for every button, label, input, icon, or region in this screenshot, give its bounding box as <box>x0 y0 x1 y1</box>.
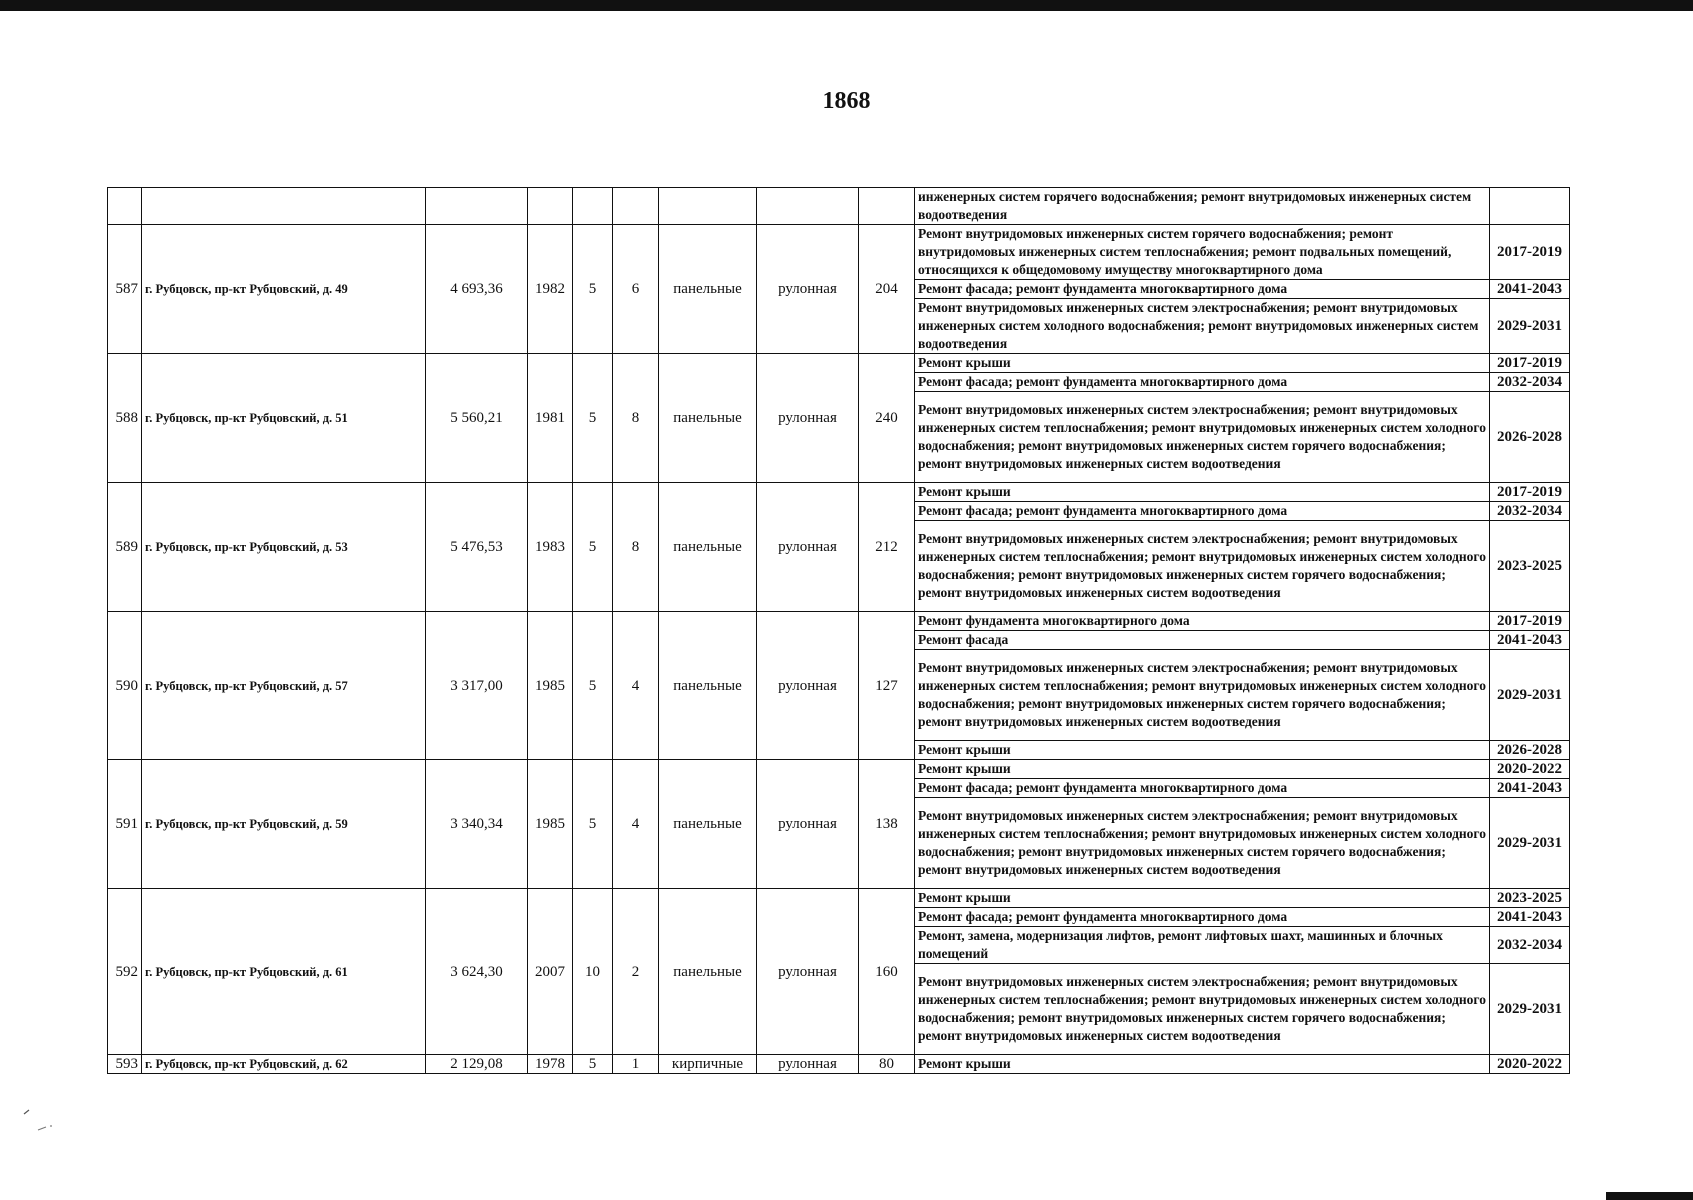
cell-address: г. Рубцовск, пр-кт Рубцовский, д. 61 <box>142 889 426 1055</box>
cell-area: 5 476,53 <box>426 483 528 612</box>
cell-work: Ремонт, замена, модернизация лифтов, ремонт лифтовых шахт, машинных и блочных помещений <box>915 927 1490 964</box>
cell-work: Ремонт фасада; ремонт фундамента многоквартирного дома <box>915 373 1490 392</box>
cell-year: 1985 <box>528 612 573 760</box>
cell-entrances: 6 <box>613 225 659 354</box>
table-row <box>108 612 1570 631</box>
cell-work: инженерных систем горячего водоснабжения; ремонт внутридомовых инженерных систем водоотведения <box>915 188 1490 225</box>
cell-work: Ремонт внутридомовых инженерных систем электроснабжения; ремонт внутридомовых инженерных систем холодного водоснабжения; ремонт внутридомовых инженерных систем водоотведения <box>915 299 1490 354</box>
cell-year <box>528 188 573 225</box>
cell-walls: панельные <box>659 354 757 483</box>
cell-number: 593 <box>108 1055 142 1074</box>
cell-period: 2029-2031 <box>1490 650 1570 741</box>
cell-period: 2041-2043 <box>1490 280 1570 299</box>
cell-work: Ремонт крыши <box>915 354 1490 373</box>
cell-floors <box>573 188 613 225</box>
cell-floors: 5 <box>573 483 613 612</box>
scan-corner-mark <box>1606 1186 1693 1200</box>
cell-year: 1985 <box>528 760 573 889</box>
cell-number: 592 <box>108 889 142 1055</box>
cell-apartments: 138 <box>859 760 915 889</box>
cell-area: 2 129,08 <box>426 1055 528 1074</box>
cell-year: 1983 <box>528 483 573 612</box>
cell-walls: панельные <box>659 760 757 889</box>
cell-walls <box>659 188 757 225</box>
scan-speck-mark <box>20 1108 60 1138</box>
continuation-row <box>108 188 1570 225</box>
cell-work: Ремонт крыши <box>915 483 1490 502</box>
cell-period: 2017-2019 <box>1490 354 1570 373</box>
cell-period: 2032-2034 <box>1490 927 1570 964</box>
page-number: 1868 <box>822 88 871 114</box>
cell-address <box>142 188 426 225</box>
cell-floors: 10 <box>573 889 613 1055</box>
cell-apartments: 160 <box>859 889 915 1055</box>
table-row <box>108 483 1570 502</box>
cell-work: Ремонт внутридомовых инженерных систем электроснабжения; ремонт внутридомовых инженерных систем теплоснабжения; ремонт внутридомовых инженерных систем холодного водоснабжения; ремонт внутридомовых инженерных систем горячего водоснабжения; ремонт внутридомовых инженерных систем водоотведения <box>915 650 1490 741</box>
repair-schedule-table <box>107 187 1570 1074</box>
cell-work: Ремонт крыши <box>915 889 1490 908</box>
cell-walls: панельные <box>659 612 757 760</box>
cell-roof: рулонная <box>757 225 859 354</box>
cell-floors: 5 <box>573 1055 613 1074</box>
cell-period <box>1490 188 1570 225</box>
table-row <box>108 1055 1570 1074</box>
cell-roof: рулонная <box>757 612 859 760</box>
cell-walls: панельные <box>659 225 757 354</box>
cell-address: г. Рубцовск, пр-кт Рубцовский, д. 53 <box>142 483 426 612</box>
cell-floors: 5 <box>573 760 613 889</box>
cell-apartments: 204 <box>859 225 915 354</box>
cell-work: Ремонт фасада; ремонт фундамента многоквартирного дома <box>915 908 1490 927</box>
cell-period: 2029-2031 <box>1490 299 1570 354</box>
cell-area: 3 340,34 <box>426 760 528 889</box>
cell-roof <box>757 188 859 225</box>
cell-entrances <box>613 188 659 225</box>
cell-period: 2029-2031 <box>1490 798 1570 889</box>
cell-address: г. Рубцовск, пр-кт Рубцовский, д. 51 <box>142 354 426 483</box>
cell-number: 589 <box>108 483 142 612</box>
cell-roof: рулонная <box>757 889 859 1055</box>
cell-work: Ремонт фасада; ремонт фундамента многоквартирного дома <box>915 502 1490 521</box>
cell-period: 2026-2028 <box>1490 392 1570 483</box>
cell-address: г. Рубцовск, пр-кт Рубцовский, д. 59 <box>142 760 426 889</box>
cell-roof: рулонная <box>757 760 859 889</box>
cell-year: 2007 <box>528 889 573 1055</box>
cell-address: г. Рубцовск, пр-кт Рубцовский, д. 57 <box>142 612 426 760</box>
cell-period: 2041-2043 <box>1490 779 1570 798</box>
cell-entrances: 2 <box>613 889 659 1055</box>
cell-walls: панельные <box>659 889 757 1055</box>
cell-period: 2023-2025 <box>1490 521 1570 612</box>
cell-area: 5 560,21 <box>426 354 528 483</box>
cell-period: 2020-2022 <box>1490 760 1570 779</box>
cell-work: Ремонт крыши <box>915 741 1490 760</box>
cell-area: 4 693,36 <box>426 225 528 354</box>
cell-work: Ремонт внутридомовых инженерных систем электроснабжения; ремонт внутридомовых инженерных систем теплоснабжения; ремонт внутридомовых инженерных систем холодного водоснабжения; ремонт внутридомовых инженерных систем горячего водоснабжения; ремонт внутридомовых инженерных систем водоотведения <box>915 521 1490 612</box>
cell-entrances: 8 <box>613 483 659 612</box>
cell-number: 588 <box>108 354 142 483</box>
cell-work: Ремонт внутридомовых инженерных систем электроснабжения; ремонт внутридомовых инженерных систем теплоснабжения; ремонт внутридомовых инженерных систем холодного водоснабжения; ремонт внутридомовых инженерных систем горячего водоснабжения; ремонт внутридомовых инженерных систем водоотведения <box>915 798 1490 889</box>
cell-roof: рулонная <box>757 1055 859 1074</box>
cell-area <box>426 188 528 225</box>
cell-work: Ремонт фундамента многоквартирного дома <box>915 612 1490 631</box>
cell-year: 1981 <box>528 354 573 483</box>
cell-entrances: 4 <box>613 612 659 760</box>
cell-work: Ремонт внутридомовых инженерных систем горячего водоснабжения; ремонт внутридомовых инженерных систем теплоснабжения; ремонт подвальных помещений, относящихся к общедомовому имуществу многоквартирного дома <box>915 225 1490 280</box>
cell-area: 3 624,30 <box>426 889 528 1055</box>
cell-period: 2032-2034 <box>1490 373 1570 392</box>
cell-work: Ремонт внутридомовых инженерных систем электроснабжения; ремонт внутридомовых инженерных систем теплоснабжения; ремонт внутридомовых инженерных систем холодного водоснабжения; ремонт внутридомовых инженерных систем горячего водоснабжения; ремонт внутридомовых инженерных систем водоотведения <box>915 392 1490 483</box>
cell-period: 2017-2019 <box>1490 225 1570 280</box>
cell-number <box>108 188 142 225</box>
cell-roof: рулонная <box>757 354 859 483</box>
cell-floors: 5 <box>573 225 613 354</box>
cell-year: 1978 <box>528 1055 573 1074</box>
cell-number: 587 <box>108 225 142 354</box>
cell-work: Ремонт крыши <box>915 760 1490 779</box>
cell-roof: рулонная <box>757 483 859 612</box>
table-row <box>108 354 1570 373</box>
cell-floors: 5 <box>573 612 613 760</box>
cell-work: Ремонт фасада <box>915 631 1490 650</box>
cell-entrances: 4 <box>613 760 659 889</box>
cell-apartments: 240 <box>859 354 915 483</box>
cell-work: Ремонт крыши <box>915 1055 1490 1074</box>
cell-entrances: 8 <box>613 354 659 483</box>
cell-period: 2026-2028 <box>1490 741 1570 760</box>
cell-apartments <box>859 188 915 225</box>
cell-period: 2017-2019 <box>1490 483 1570 502</box>
cell-number: 590 <box>108 612 142 760</box>
cell-apartments: 127 <box>859 612 915 760</box>
cell-work: Ремонт внутридомовых инженерных систем электроснабжения; ремонт внутридомовых инженерных систем теплоснабжения; ремонт внутридомовых инженерных систем холодного водоснабжения; ремонт внутридомовых инженерных систем горячего водоснабжения; ремонт внутридомовых инженерных систем водоотведения <box>915 964 1490 1055</box>
scan-top-border <box>0 0 1693 11</box>
cell-apartments: 212 <box>859 483 915 612</box>
cell-address: г. Рубцовск, пр-кт Рубцовский, д. 62 <box>142 1055 426 1074</box>
cell-period: 2017-2019 <box>1490 612 1570 631</box>
cell-walls: кирпичные <box>659 1055 757 1074</box>
cell-area: 3 317,00 <box>426 612 528 760</box>
cell-period: 2029-2031 <box>1490 964 1570 1055</box>
cell-period: 2032-2034 <box>1490 502 1570 521</box>
cell-apartments: 80 <box>859 1055 915 1074</box>
cell-year: 1982 <box>528 225 573 354</box>
cell-walls: панельные <box>659 483 757 612</box>
cell-work: Ремонт фасада; ремонт фундамента многоквартирного дома <box>915 280 1490 299</box>
cell-period: 2023-2025 <box>1490 889 1570 908</box>
table-row <box>108 760 1570 779</box>
cell-work: Ремонт фасада; ремонт фундамента многоквартирного дома <box>915 779 1490 798</box>
table-row <box>108 225 1570 280</box>
cell-entrances: 1 <box>613 1055 659 1074</box>
cell-floors: 5 <box>573 354 613 483</box>
cell-address: г. Рубцовск, пр-кт Рубцовский, д. 49 <box>142 225 426 354</box>
cell-period: 2020-2022 <box>1490 1055 1570 1074</box>
cell-number: 591 <box>108 760 142 889</box>
table-row <box>108 889 1570 908</box>
cell-period: 2041-2043 <box>1490 908 1570 927</box>
cell-period: 2041-2043 <box>1490 631 1570 650</box>
